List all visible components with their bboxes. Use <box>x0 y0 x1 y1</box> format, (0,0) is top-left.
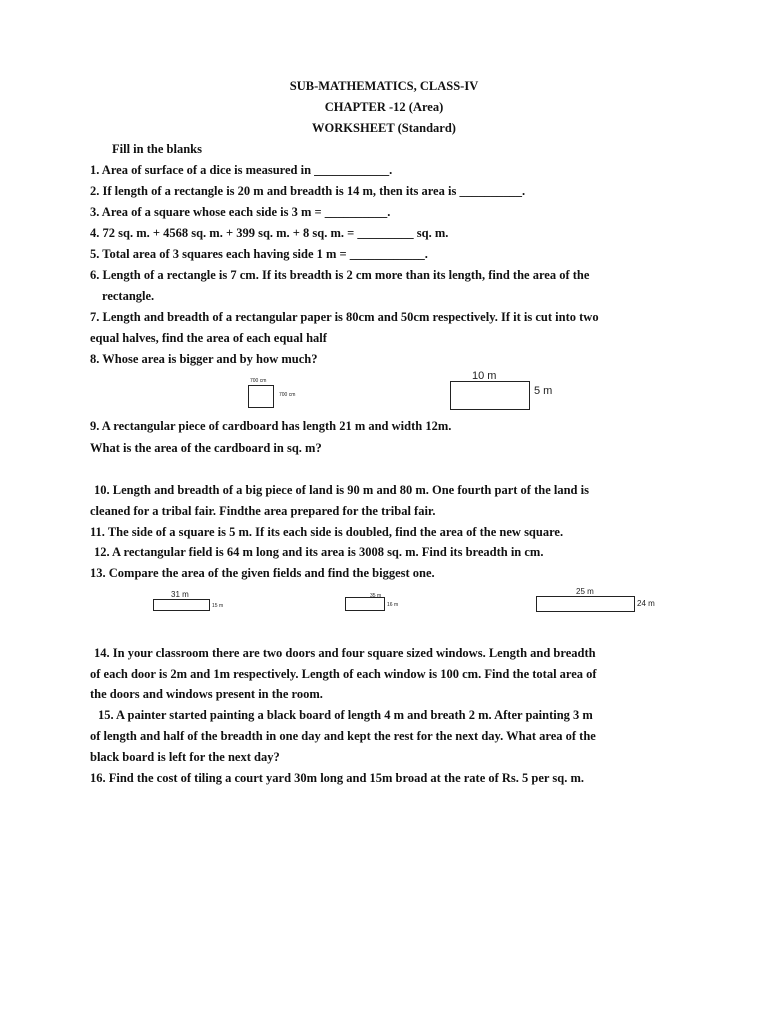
question-15-cont-1: of length and half of the breadth in one day and kept the rest for the next day. What area of the <box>90 729 596 743</box>
question-5: 5. Total area of 3 squares each having side 1 m = ____________. <box>90 247 428 261</box>
q13-field1-shape <box>153 599 210 611</box>
question-15: 15. A painter started painting a black board of length 4 m and breath 2 m. After painting 3 m <box>98 708 593 722</box>
q8-square-side-label: 700 cm <box>279 392 296 398</box>
question-4: 4. 72 sq. m. + 4568 sq. m. + 399 sq. m. + 8 sq. m. = _________ sq. m. <box>90 226 449 240</box>
worksheet-subject: SUB-MATHEMATICS, CLASS-IV <box>289 79 479 93</box>
question-8: 8. Whose area is bigger and by how much? <box>90 352 318 366</box>
question-14: 14. In your classroom there are two doors and four square sized windows. Length and breadth <box>94 646 596 660</box>
question-7: 7. Length and breadth of a rectangular paper is 80cm and 50cm respectively. If it is cut into two <box>90 310 599 324</box>
section-heading: Fill in the blanks <box>112 142 202 156</box>
question-3: 3. Area of a square whose each side is 3 m = __________. <box>90 205 391 219</box>
question-16: 16. Find the cost of tiling a court yard 30m long and 15m broad at the rate of Rs. 5 per sq. m. <box>90 771 584 785</box>
question-1: 1. Area of surface of a dice is measured in ____________. <box>90 163 393 177</box>
question-14-cont-2: the doors and windows present in the room. <box>90 687 323 701</box>
q8-square-shape <box>248 385 274 408</box>
question-2: 2. If length of a rectangle is 20 m and breadth is 14 m, then its area is __________. <box>90 184 526 198</box>
q8-rectangle-top-label: 10 m <box>472 370 497 382</box>
q13-field3-top-label: 25 m <box>576 587 594 596</box>
question-10-cont: cleaned for a tribal fair. Findthe area prepared for the tribal fair. <box>90 504 436 518</box>
question-9-cont: What is the area of the cardboard in sq. m? <box>90 441 322 455</box>
q13-field2-side-label: 16 m <box>387 602 399 608</box>
question-15-cont-2: black board is left for the next day? <box>90 750 280 764</box>
worksheet-title: WORKSHEET (Standard) <box>312 121 456 135</box>
worksheet-chapter: CHAPTER -12 (Area) <box>324 100 444 114</box>
q13-field1-top-label: 31 m <box>171 590 189 599</box>
question-10: 10. Length and breadth of a big piece of land is 90 m and 80 m. One fourth part of the land is <box>94 483 589 497</box>
q13-field2-shape <box>345 597 385 611</box>
q8-rectangle-side-label: 5 m <box>534 385 553 397</box>
q8-square-top-label: 700 cm <box>250 378 267 384</box>
question-6: 6. Length of a rectangle is 7 cm. If its breadth is 2 cm more than its length, find the area of the <box>90 268 590 282</box>
q13-field3-shape <box>536 596 635 612</box>
question-13: 13. Compare the area of the given fields and find the biggest one. <box>90 566 435 580</box>
q8-rectangle-shape <box>450 381 530 410</box>
question-9: 9. A rectangular piece of cardboard has length 21 m and width 12m. <box>90 419 452 433</box>
q13-field3-side-label: 24 m <box>637 599 655 608</box>
question-7-cont: equal halves, find the area of each equal half <box>90 331 327 345</box>
q13-field1-side-label: 15 m <box>212 603 224 609</box>
question-12: 12. A rectangular field is 64 m long and its area is 3008 sq. m. Find its breadth in cm. <box>94 545 544 559</box>
q13-field2-top-label: 35 m <box>370 593 382 599</box>
question-14-cont-1: of each door is 2m and 1m respectively. Length of each window is 100 cm. Find the total area of <box>90 667 597 681</box>
question-11: 11. The side of a square is 5 m. If its each side is doubled, find the area of the new square. <box>90 525 564 539</box>
question-6-cont: rectangle. <box>102 289 155 303</box>
